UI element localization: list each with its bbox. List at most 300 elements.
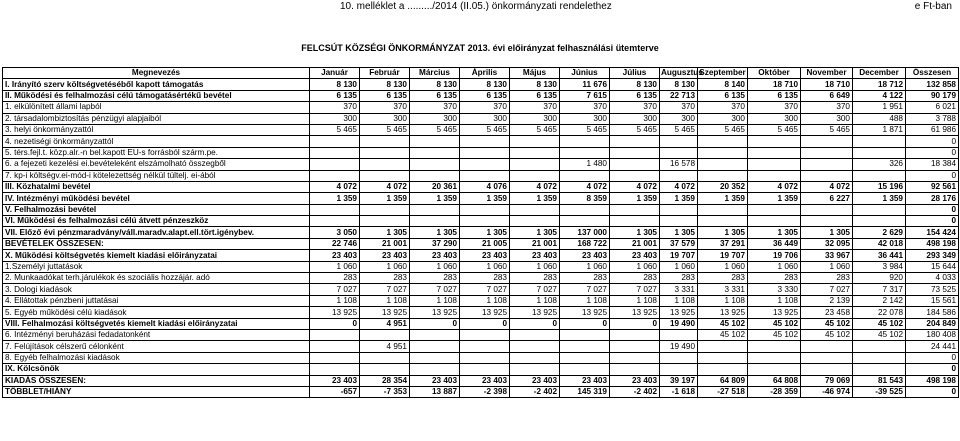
value-cell: 8 130 — [410, 79, 460, 90]
value-cell: 1 060 — [460, 261, 510, 272]
value-cell: 45 102 — [853, 318, 906, 329]
header-unit: e Ft-ban — [914, 1, 952, 12]
table-row — [3, 295, 959, 306]
table-row — [3, 136, 959, 147]
value-cell — [560, 204, 610, 215]
value-cell: 15 561 — [906, 295, 959, 306]
value-cell: 23 403 — [560, 375, 610, 386]
column-header: Január — [310, 68, 360, 79]
value-cell — [698, 170, 748, 181]
value-cell: -7 353 — [360, 386, 410, 397]
value-cell: 283 — [360, 273, 410, 284]
value-cell: 132 858 — [906, 79, 959, 90]
value-cell: 23 403 — [610, 250, 660, 261]
value-cell: 13 925 — [660, 307, 698, 318]
value-cell — [801, 216, 853, 227]
column-header: Február — [360, 68, 410, 79]
value-cell — [360, 147, 410, 158]
value-cell: 1 108 — [510, 295, 560, 306]
value-cell: 1 060 — [698, 261, 748, 272]
table-row — [3, 250, 959, 261]
value-cell: -28 359 — [748, 386, 801, 397]
row-label: VIII. Felhalmozási költségvetés kiemelt kiadási előirányzatai — [3, 318, 310, 329]
value-cell: 1 108 — [660, 295, 698, 306]
row-label: 5. Egyéb működési célú kiadások — [3, 307, 310, 318]
value-cell: 7 027 — [410, 284, 460, 295]
value-cell: 3 788 — [906, 113, 959, 124]
table-row — [3, 273, 959, 284]
row-label: IX. Kölcsönök — [3, 364, 310, 375]
value-cell: 7 027 — [310, 284, 360, 295]
table-row — [3, 181, 959, 192]
value-cell — [310, 364, 360, 375]
value-cell — [360, 136, 410, 147]
value-cell: 1 359 — [698, 193, 748, 204]
value-cell: 13 925 — [410, 307, 460, 318]
table-header-row — [3, 68, 959, 79]
value-cell: 28 354 — [360, 375, 410, 386]
value-cell — [853, 204, 906, 215]
value-cell: 283 — [660, 273, 698, 284]
value-cell: 13 925 — [610, 307, 660, 318]
row-label: 2. társadalombiztosítás pénzügyi alapjaiból — [3, 113, 310, 124]
value-cell: 5 465 — [460, 124, 510, 135]
value-cell: 19 706 — [748, 250, 801, 261]
value-cell: 24 441 — [906, 341, 959, 352]
value-cell: 1 359 — [310, 193, 360, 204]
row-label: 7. kp-i költségv.ei-mód-i kötelezettség nélkül túltelj. ei-ából — [3, 170, 310, 181]
column-header: Július — [610, 68, 660, 79]
value-cell: 23 403 — [510, 250, 560, 261]
value-cell: 4 951 — [360, 318, 410, 329]
value-cell: 4 072 — [748, 181, 801, 192]
row-label: VII. Előző évi pénzmaradvány/váll.maradv.alapt.ell.tört.igénybev. — [3, 227, 310, 238]
table-row — [3, 352, 959, 363]
value-cell: 23 403 — [360, 250, 410, 261]
value-cell — [560, 329, 610, 340]
value-cell: 0 — [610, 318, 660, 329]
value-cell: 1 480 — [560, 159, 610, 170]
value-cell: 21 001 — [610, 238, 660, 249]
value-cell: 168 722 — [560, 238, 610, 249]
value-cell: 45 102 — [698, 329, 748, 340]
value-cell: 6 227 — [801, 193, 853, 204]
value-cell: 7 027 — [360, 284, 410, 295]
value-cell: 8 140 — [698, 79, 748, 90]
value-cell: 0 — [906, 364, 959, 375]
value-cell — [410, 159, 460, 170]
column-header: December — [853, 68, 906, 79]
value-cell: 79 069 — [801, 375, 853, 386]
value-cell: 7 027 — [560, 284, 610, 295]
table-row — [3, 170, 959, 181]
value-cell: 22 746 — [310, 238, 360, 249]
value-cell — [801, 170, 853, 181]
value-cell: 1 108 — [560, 295, 610, 306]
value-cell — [510, 352, 560, 363]
value-cell: 15 644 — [906, 261, 959, 272]
value-cell: -657 — [310, 386, 360, 397]
column-header: Április — [460, 68, 510, 79]
value-cell: 6 135 — [310, 90, 360, 101]
value-cell — [510, 364, 560, 375]
row-label: 6. a fejezeti kezelési ei.bevételeként elszámolható összegből — [3, 159, 310, 170]
value-cell: 45 102 — [853, 329, 906, 340]
value-cell — [310, 341, 360, 352]
value-cell: 21 001 — [510, 238, 560, 249]
value-cell: 283 — [310, 273, 360, 284]
value-cell: 19 707 — [660, 250, 698, 261]
row-label: 2. Munkaadókat terh.járulékok és szociális hozzájár. adó — [3, 273, 310, 284]
value-cell: 23 458 — [801, 307, 853, 318]
value-cell — [610, 364, 660, 375]
table-row — [3, 341, 959, 352]
value-cell — [801, 352, 853, 363]
value-cell — [801, 364, 853, 375]
value-cell: 36 441 — [853, 250, 906, 261]
value-cell — [748, 147, 801, 158]
value-cell: 0 — [906, 136, 959, 147]
table-row — [3, 238, 959, 249]
column-header: Október — [748, 68, 801, 79]
value-cell: 5 465 — [748, 124, 801, 135]
value-cell — [310, 170, 360, 181]
value-cell — [610, 216, 660, 227]
value-cell: 498 198 — [906, 238, 959, 249]
value-cell: 37 290 — [410, 238, 460, 249]
value-cell: 37 579 — [660, 238, 698, 249]
row-label: IV. Intézményi működési bevétel — [3, 193, 310, 204]
value-cell — [610, 352, 660, 363]
value-cell: 32 095 — [801, 238, 853, 249]
value-cell: 2 629 — [853, 227, 906, 238]
value-cell — [560, 216, 610, 227]
value-cell: 6 021 — [906, 102, 959, 113]
value-cell — [410, 364, 460, 375]
table-row — [3, 329, 959, 340]
value-cell — [853, 352, 906, 363]
column-header: Összesen — [906, 68, 959, 79]
value-cell: 5 465 — [660, 124, 698, 135]
value-cell — [748, 216, 801, 227]
row-label: 3. Dologi kiadások — [3, 284, 310, 295]
value-cell: 16 578 — [660, 159, 698, 170]
column-header: Március — [410, 68, 460, 79]
value-cell: 5 465 — [698, 124, 748, 135]
value-cell — [698, 216, 748, 227]
value-cell — [698, 204, 748, 215]
value-cell: 39 197 — [660, 375, 698, 386]
value-cell: 4 076 — [460, 181, 510, 192]
value-cell — [610, 204, 660, 215]
value-cell: 300 — [610, 113, 660, 124]
value-cell: 5 465 — [610, 124, 660, 135]
table-row — [3, 193, 959, 204]
table-body — [3, 79, 959, 398]
value-cell: 45 102 — [801, 329, 853, 340]
value-cell: 300 — [560, 113, 610, 124]
value-cell: 13 925 — [560, 307, 610, 318]
value-cell: 8 130 — [510, 79, 560, 90]
value-cell: 180 408 — [906, 329, 959, 340]
table-row — [3, 386, 959, 397]
value-cell: 370 — [410, 102, 460, 113]
value-cell: 19 490 — [660, 341, 698, 352]
table-row — [3, 261, 959, 272]
table-row — [3, 124, 959, 135]
value-cell — [310, 204, 360, 215]
value-cell — [360, 159, 410, 170]
value-cell — [310, 136, 360, 147]
value-cell: 1 108 — [610, 295, 660, 306]
value-cell — [460, 341, 510, 352]
value-cell: 7 317 — [853, 284, 906, 295]
value-cell: 0 — [906, 170, 959, 181]
header-decree: 10. melléklet a ........./2014 (II.05.) önkormányzati rendelethez — [340, 1, 612, 12]
value-cell: 13 925 — [698, 307, 748, 318]
table-row — [3, 216, 959, 227]
value-cell — [801, 341, 853, 352]
document-title — [0, 43, 960, 53]
value-cell: 28 176 — [906, 193, 959, 204]
value-cell: 45 102 — [801, 318, 853, 329]
value-cell: 2 142 — [853, 295, 906, 306]
value-cell: 15 196 — [853, 181, 906, 192]
value-cell: 1 359 — [853, 193, 906, 204]
value-cell — [560, 341, 610, 352]
value-cell: 5 465 — [360, 124, 410, 135]
value-cell: 4 072 — [610, 181, 660, 192]
table-row — [3, 227, 959, 238]
value-cell: 23 403 — [460, 375, 510, 386]
value-cell — [610, 170, 660, 181]
column-header: Szeptember — [699, 68, 746, 78]
value-cell — [510, 341, 560, 352]
value-cell — [510, 147, 560, 158]
value-cell: 370 — [801, 102, 853, 113]
value-cell: -27 518 — [698, 386, 748, 397]
value-cell: 45 102 — [698, 318, 748, 329]
value-cell: 370 — [460, 102, 510, 113]
value-cell — [748, 352, 801, 363]
value-cell: 5 465 — [310, 124, 360, 135]
value-cell — [510, 136, 560, 147]
value-cell: 4 072 — [560, 181, 610, 192]
value-cell: 13 925 — [310, 307, 360, 318]
value-cell: 1 305 — [410, 227, 460, 238]
value-cell: 488 — [853, 113, 906, 124]
value-cell: 81 543 — [853, 375, 906, 386]
value-cell — [510, 159, 560, 170]
value-cell: 6 135 — [698, 90, 748, 101]
value-cell: 370 — [360, 102, 410, 113]
value-cell: 0 — [510, 318, 560, 329]
row-label: TÖBBLET/HIÁNY — [3, 386, 310, 397]
value-cell: 1 305 — [460, 227, 510, 238]
value-cell: 1 108 — [698, 295, 748, 306]
value-cell — [610, 147, 660, 158]
value-cell — [460, 352, 510, 363]
value-cell: 18 384 — [906, 159, 959, 170]
value-cell — [560, 136, 610, 147]
value-cell: 23 403 — [610, 375, 660, 386]
value-cell: 6 135 — [410, 90, 460, 101]
value-cell: 283 — [510, 273, 560, 284]
value-cell: 300 — [660, 113, 698, 124]
value-cell: 36 449 — [748, 238, 801, 249]
value-cell — [698, 341, 748, 352]
value-cell: 0 — [906, 216, 959, 227]
value-cell — [360, 352, 410, 363]
value-cell — [360, 216, 410, 227]
value-cell: 21 001 — [360, 238, 410, 249]
value-cell: 283 — [698, 273, 748, 284]
value-cell — [660, 170, 698, 181]
value-cell: 1 871 — [853, 124, 906, 135]
value-cell: 64 809 — [698, 375, 748, 386]
value-cell: 4 033 — [906, 273, 959, 284]
value-cell: 0 — [560, 318, 610, 329]
value-cell: 22 078 — [853, 307, 906, 318]
value-cell: 0 — [906, 386, 959, 397]
column-header: Megnevezés — [3, 68, 310, 79]
value-cell: 283 — [460, 273, 510, 284]
value-cell — [853, 364, 906, 375]
value-cell — [410, 147, 460, 158]
row-label: 1. elkülönített állami lapból — [3, 102, 310, 113]
row-label: VI. Működési és felhalmozási célú átvett pénzeszköz — [3, 216, 310, 227]
value-cell — [748, 136, 801, 147]
value-cell — [698, 352, 748, 363]
value-cell — [801, 204, 853, 215]
value-cell — [748, 170, 801, 181]
value-cell: 1 060 — [560, 261, 610, 272]
value-cell — [610, 136, 660, 147]
value-cell: 64 808 — [748, 375, 801, 386]
value-cell: 300 — [460, 113, 510, 124]
value-cell — [310, 147, 360, 158]
value-cell: 4 072 — [360, 181, 410, 192]
row-label: III. Közhatalmi bevétel — [3, 181, 310, 192]
table-row — [3, 102, 959, 113]
value-cell: 1 359 — [660, 193, 698, 204]
value-cell — [660, 136, 698, 147]
value-cell: 283 — [610, 273, 660, 284]
value-cell: 145 319 — [560, 386, 610, 397]
value-cell: 370 — [610, 102, 660, 113]
value-cell: 21 005 — [460, 238, 510, 249]
value-cell — [660, 329, 698, 340]
value-cell: 1 305 — [360, 227, 410, 238]
value-cell: 370 — [560, 102, 610, 113]
value-cell — [853, 216, 906, 227]
value-cell — [853, 341, 906, 352]
value-cell — [410, 329, 460, 340]
value-cell: 1 951 — [853, 102, 906, 113]
value-cell: -2 398 — [460, 386, 510, 397]
table-row — [3, 159, 959, 170]
value-cell: 1 305 — [610, 227, 660, 238]
value-cell: 154 424 — [906, 227, 959, 238]
value-cell: 4 072 — [310, 181, 360, 192]
table-row — [3, 79, 959, 90]
value-cell: 3 330 — [748, 284, 801, 295]
value-cell: 3 984 — [853, 261, 906, 272]
value-cell: 20 352 — [698, 181, 748, 192]
value-cell: -46 974 — [801, 386, 853, 397]
table-row — [3, 375, 959, 386]
value-cell — [660, 204, 698, 215]
value-cell — [660, 364, 698, 375]
value-cell — [410, 216, 460, 227]
column-header: November — [801, 68, 853, 79]
value-cell — [410, 204, 460, 215]
value-cell: 19 707 — [698, 250, 748, 261]
value-cell: 6 135 — [610, 90, 660, 101]
value-cell: 4 122 — [853, 90, 906, 101]
value-cell: 300 — [310, 113, 360, 124]
table-row — [3, 284, 959, 295]
value-cell: 20 361 — [410, 181, 460, 192]
value-cell: 1 060 — [748, 261, 801, 272]
value-cell: 370 — [660, 102, 698, 113]
value-cell: 18 712 — [853, 79, 906, 90]
value-cell: 6 649 — [801, 90, 853, 101]
value-cell: 1 060 — [660, 261, 698, 272]
value-cell: 7 027 — [460, 284, 510, 295]
table-row — [3, 113, 959, 124]
value-cell: 3 331 — [698, 284, 748, 295]
row-label: V. Felhalmozási bevétel — [3, 204, 310, 215]
value-cell: 0 — [906, 204, 959, 215]
value-cell: 0 — [410, 318, 460, 329]
row-label: 6. Intézményi beruházási fedadatonként — [3, 329, 310, 340]
value-cell: 300 — [360, 113, 410, 124]
value-cell: 1 060 — [801, 261, 853, 272]
table-row — [3, 147, 959, 158]
row-label: BEVÉTELEK ÖSSZESEN: — [3, 238, 310, 249]
value-cell: 1 108 — [360, 295, 410, 306]
value-cell — [460, 364, 510, 375]
value-cell: 23 403 — [460, 250, 510, 261]
value-cell: 7 027 — [510, 284, 560, 295]
value-cell: 0 — [310, 318, 360, 329]
value-cell — [801, 159, 853, 170]
value-cell: 1 060 — [610, 261, 660, 272]
value-cell — [748, 364, 801, 375]
value-cell: 6 135 — [360, 90, 410, 101]
value-cell — [853, 136, 906, 147]
value-cell: 1 108 — [310, 295, 360, 306]
value-cell: 61 986 — [906, 124, 959, 135]
value-cell: 45 102 — [748, 329, 801, 340]
value-cell: 370 — [510, 102, 560, 113]
column-header: Június — [560, 68, 610, 79]
value-cell: 0 — [460, 318, 510, 329]
value-cell: 42 018 — [853, 238, 906, 249]
value-cell — [698, 136, 748, 147]
value-cell: 3 050 — [310, 227, 360, 238]
value-cell: 23 403 — [310, 375, 360, 386]
value-cell — [853, 147, 906, 158]
value-cell — [360, 170, 410, 181]
table-row — [3, 318, 959, 329]
value-cell — [560, 352, 610, 363]
value-cell — [853, 170, 906, 181]
value-cell — [660, 216, 698, 227]
value-cell: 23 403 — [560, 250, 610, 261]
value-cell: 11 676 — [560, 79, 610, 90]
